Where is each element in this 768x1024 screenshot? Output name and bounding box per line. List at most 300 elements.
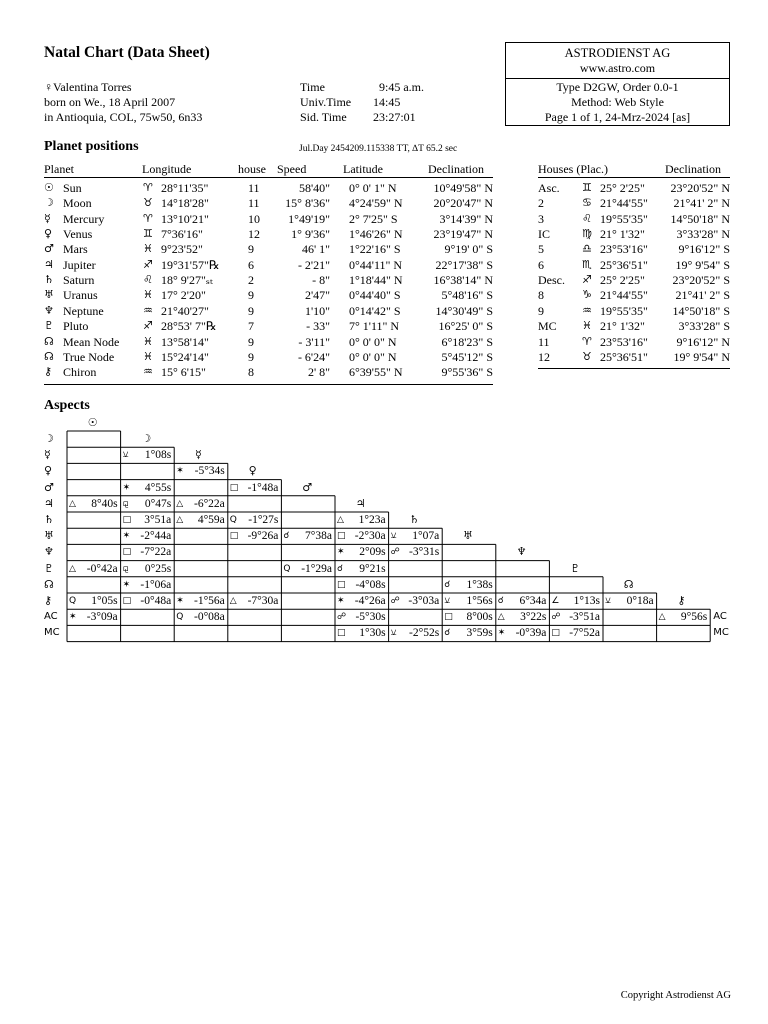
aspect-orb: -2°44a [140,530,172,543]
aspect-symbol-icon: ✶ [122,482,131,493]
planet-declination: 3°14'39" N [439,211,493,226]
sign-icon: ♌ [143,273,153,287]
aspect-orb: -0°48a [140,595,172,607]
aspect-symbol-icon: ☌ [444,628,451,639]
planet-speed: 46' 1" [301,242,330,257]
planet-longitude: 15°24'14" [161,349,209,364]
aspect-orb: -7°22a [140,546,172,559]
planet-house: 8 [248,365,254,380]
aspect-orb: -1°29a [301,562,332,575]
chart-method: Method: Web Style [571,95,664,109]
planet-latitude: 0° 0' 0" N [349,334,397,349]
house-declination: 19° 9'54" N [673,349,730,364]
planet-longitude: 28°53' 7"℞ [161,319,217,334]
house-position: 19°55'35" [600,303,648,318]
planet-latitude: 6°39'55" N [349,365,403,380]
univ-time-value: 14:45 [373,95,401,109]
house-position: 21°44'55" [600,196,648,211]
aspect-orb: 1°56s [466,595,493,607]
aspect-col-label: ♇ [570,561,581,575]
planet-icon: ☊ [44,334,54,348]
planet-icon: ♆ [44,303,54,317]
planet-house: 9 [248,288,254,303]
house-label: 9 [538,303,544,318]
aspect-orb: -5°30s [355,611,386,624]
house-label: 5 [538,242,544,257]
planet-longitude: 7°36'16" [161,227,203,242]
house-label: IC [538,227,550,242]
aspect-symbol-icon: ✶ [122,579,131,590]
col-header-planet: Planet [44,162,74,176]
planet-name: Jupiter [63,257,96,272]
aspect-symbol-icon: Q [283,563,291,574]
aspect-orb: 9°21s [359,562,386,575]
person-name: ♀Valentina Torres [44,80,132,94]
house-sign-icon: ♑ [582,288,592,302]
planet-declination: 5°48'16" S [441,288,493,303]
aspect-col-label: ♅ [463,529,473,543]
planet-icon: ♅ [44,288,54,302]
aspect-symbol-icon: ⚺ [605,596,611,606]
planet-house: 9 [248,334,254,349]
aspect-symbol-icon: ☌ [283,531,290,542]
sign-icon: ♒ [143,303,153,317]
house-sign-icon: ♓ [582,319,592,333]
house-position: 21° 1'32" [600,319,645,334]
aspect-orb: -1°27s [248,514,279,526]
aspect-orb: -3°09a [86,611,118,624]
house-position: 25° 2'25" [600,273,645,288]
aspect-symbol-icon: □ [337,628,346,639]
planet-name: Uranus [63,288,98,303]
planet-declination: 5°45'12" S [441,349,493,364]
aspect-orb: -0°42a [86,562,118,575]
planet-icon: ☿ [44,211,51,225]
aspects-title: Aspects [44,398,90,413]
aspect-symbol-icon: ✶ [497,628,506,639]
planet-declination: 16°25' 0" S [438,319,493,334]
sign-icon: ♊ [143,227,153,241]
sid-time-label: Sid. Time [300,110,347,124]
aspect-symbol-icon: □ [337,579,346,590]
house-sign-icon: ♏ [582,257,592,271]
aspect-orb: 0°25s [144,562,172,575]
planet-declination: 23°19'47" N [433,227,493,242]
aspect-symbol-icon: ⚺ [444,596,451,606]
aspect-right-label: AC [713,611,727,623]
aspect-orb: -3°51a [569,611,600,624]
house-position: 23°53'16" [600,242,648,257]
aspect-orb: 7°38a [305,530,332,543]
planet-latitude: 1°46'26" N [349,227,403,242]
planet-house: 11 [248,181,260,195]
julian-day: Jul.Day 2454209.115338 TT, ∆T 65.2 sec [299,144,458,154]
house-sign-icon: ♊ [582,181,592,194]
planet-latitude: 0° 0' 0" N [349,349,397,364]
aspect-symbol-icon: △ [229,596,237,606]
page-title: Natal Chart (Data Sheet) [44,44,210,61]
aspect-orb: 6°34a [519,595,547,607]
sign-icon: ♈ [143,211,153,225]
planet-icon: ☉ [44,181,54,194]
aspect-orb: 1°13s [573,595,600,607]
aspect-symbol-icon: □ [229,482,239,493]
planet-speed: 1° 9'36" [291,227,330,242]
aspect-symbol-icon: ☌ [444,579,451,590]
aspect-col-label: ♂ [302,480,313,494]
aspect-symbol-icon: ⚺ [122,450,129,461]
sign-icon: ♓ [143,334,153,348]
planet-speed: - 33" [306,319,330,334]
aspect-col-label: ☉ [87,415,98,429]
planet-house: 2 [248,273,254,288]
aspect-symbol-icon: △ [69,498,76,509]
house-sign-icon: ♋ [582,196,592,210]
planet-speed: - 8" [312,273,330,288]
col-header-house: house [238,162,266,176]
aspect-row-label: ♂ [44,480,54,494]
house-label: 6 [538,257,544,272]
house-sign-icon: ♍ [582,227,592,241]
aspect-orb: 1°38s [466,578,493,591]
house-declination: 9°16'12" N [676,334,730,349]
aspect-orb: 4°59a [197,514,225,526]
aspect-orb: 4°55s [144,481,172,494]
planet-icon: ♃ [44,257,54,271]
house-position: 25°36'51" [600,257,648,272]
planet-house: 6 [248,257,254,272]
planet-speed: 1'10" [304,303,330,318]
aspect-orb: -4°26a [354,595,386,607]
planet-longitude: 18° 9'27"ₛₜ [161,273,213,288]
aspect-symbol-icon: ✶ [176,596,184,606]
planet-longitude: 13°10'21" [161,211,209,226]
page-info: Page 1 of 1, 24-Mrz-2024 [as] [544,110,691,124]
aspect-symbol-icon: △ [337,515,344,525]
aspect-orb: -7°30a [247,595,279,607]
planet-house: 10 [248,211,260,226]
planet-latitude: 1°18'44" N [349,273,403,288]
aspect-symbol-icon: ✶ [337,596,345,606]
aspect-symbol-icon: ⚺ [390,628,397,639]
aspect-row-label: ☊ [44,577,54,591]
aspect-symbol-icon: ⚺ [390,531,397,542]
planet-icon: ♇ [44,319,54,333]
planet-icon: ♂ [44,242,54,256]
house-declination: 21°41' 2" S [675,288,730,303]
aspect-orb: -7°52a [569,627,600,640]
aspect-orb: 3°59s [466,627,493,640]
planet-name: Moon [63,196,92,211]
aspect-orb: 8°40s [91,497,118,510]
aspect-orb: -6°22a [193,497,225,510]
aspect-orb: -5°34s [194,465,225,478]
planet-latitude: 0°44'11" N [349,257,403,272]
planet-longitude: 9°23'52" [161,242,203,257]
house-declination: 23°20'52" N [670,181,730,195]
aspect-col-label: ♄ [409,513,420,526]
house-declination: 19° 9'54" S [675,257,730,272]
planet-name: Chiron [63,365,97,380]
planet-speed: 2' 8" [307,365,330,380]
house-label: MC [538,319,557,334]
house-label: Desc. [538,273,565,288]
sign-icon: ♒ [143,365,153,379]
planet-icon: ♀ [44,227,53,241]
aspect-orb: 1°30s [359,627,386,640]
aspect-symbol-icon: ☌ [497,596,504,606]
aspect-orb: -1°48a [247,481,279,494]
aspect-symbol-icon: ☍ [390,596,400,606]
aspect-row-label: ♆ [44,545,54,559]
house-label: 12 [538,349,550,364]
aspect-orb: -0°39a [515,627,547,640]
planet-latitude: 0° 0' 1" N [349,181,397,195]
time-label: Time [300,80,325,94]
aspect-orb: 8°00s [466,611,493,624]
house-declination: 14°50'18" N [670,211,730,226]
planet-latitude: 4°24'59" N [349,196,403,211]
planet-declination: 22°17'38" S [435,257,493,272]
house-label: 8 [538,288,544,303]
aspect-symbol-icon: □ [122,547,132,558]
house-sign-icon: ♒ [582,303,592,317]
planet-positions-title: Planet positions [44,139,139,154]
col-header-latitude: Latitude [343,162,383,176]
aspect-orb: -2°52s [409,627,440,640]
planet-longitude: 17° 2'20" [161,288,206,303]
aspect-symbol-icon: □ [444,612,453,623]
planet-name: Mars [63,242,88,257]
aspect-symbol-icon: ⚼ [122,498,129,509]
col-header-speed: Speed [277,162,307,176]
planet-declination: 9°19' 0" S [444,242,493,257]
aspect-orb: 1°23a [358,514,386,526]
house-declination: 23°20'52" S [672,273,730,288]
planet-declination: 10°49'58" N [433,181,493,195]
planet-icon: ☽ [44,196,54,210]
aspect-symbol-icon: △ [658,612,666,623]
copyright: Copyright Astrodienst AG [620,990,731,1001]
aspect-symbol-icon: △ [69,563,76,574]
aspect-row-label: ♃ [44,496,54,510]
planet-longitude: 13°58'14" [161,334,209,349]
aspect-orb: 9°56s [680,611,708,624]
aspect-row-label: ♀ [44,464,53,478]
aspect-symbol-icon: △ [176,498,184,509]
house-position: 23°53'16" [600,334,648,349]
planet-speed: - 3'11" [298,334,330,349]
company-name: ASTRODIENST AG [564,46,671,60]
planet-speed: 15° 8'36" [285,196,330,211]
sid-time-value: 23:27:01 [373,110,416,124]
house-declination: 3°33'28" N [676,227,730,242]
planet-latitude: 0°44'40" S [349,288,401,303]
aspect-symbol-icon: ∠ [551,596,560,606]
aspect-symbol-icon: ✶ [337,547,345,558]
house-position: 25°36'51" [600,349,648,364]
aspect-orb: 0°18a [626,595,654,607]
house-label: 11 [538,334,550,349]
planet-longitude: 15° 6'15" [161,365,206,380]
time-value: 9:45 a.m. [379,80,424,94]
aspect-row-label: ☿ [44,448,51,462]
aspect-symbol-icon: △ [176,515,184,525]
aspect-orb: -9°26a [247,530,279,543]
sign-icon: ♐ [143,257,153,271]
planet-house: 12 [248,227,260,242]
house-label: 2 [538,196,544,211]
planet-name: True Node [63,349,115,364]
aspect-orb: -2°30a [354,530,386,543]
planet-name: Mercury [63,211,105,226]
aspect-orb: 2°09s [359,546,386,559]
house-position: 21° 1'32" [600,227,645,242]
company-url[interactable]: www.astro.com [579,61,656,75]
planet-name: Pluto [63,319,89,334]
house-label: Asc. [538,181,560,195]
planet-icon: ♄ [44,273,54,287]
aspect-symbol-icon: ☌ [337,563,344,574]
birth-place: in Antioquia, COL, 75w50, 6n33 [44,110,203,124]
col-header-house-declination: Declination [665,162,721,176]
planet-declination: 9°55'36" S [441,365,493,380]
planet-name: Saturn [63,273,95,288]
planet-house: 11 [248,196,260,211]
aspect-symbol-icon: △ [497,612,505,623]
sign-icon: ♐ [143,319,153,333]
aspect-row-label: ♅ [44,529,54,543]
aspect-symbol-icon: □ [337,531,346,542]
planet-house: 9 [248,303,254,318]
aspect-row-label: ♄ [44,513,54,526]
planet-speed: 1°49'19" [288,211,330,226]
aspect-right-label: MC [713,627,729,639]
sign-icon: ♓ [143,242,153,256]
house-sign-icon: ♈ [582,334,592,348]
planet-latitude: 1°22'16" S [349,242,401,257]
planet-latitude: 2° 7'25" S [349,211,398,226]
aspect-symbol-icon: ⚼ [122,563,129,574]
house-sign-icon: ♎ [582,242,592,256]
aspect-symbol-icon: ✶ [176,466,184,477]
aspect-row-label: MC [44,627,60,639]
aspect-orb: -3°03a [408,595,440,607]
aspect-col-label: ♃ [355,496,366,510]
planet-declination: 14°30'49" S [435,303,493,318]
planet-name: Venus [63,227,93,242]
birth-date: born on We., 18 April 2007 [44,95,176,109]
house-sign-icon: ♉ [582,349,592,363]
planet-speed: 2'47" [304,288,330,303]
house-declination: 21°41' 2" N [673,196,730,211]
aspect-symbol-icon: Q [69,596,77,606]
aspect-orb: -3°31s [409,546,440,559]
aspect-orb: 0°47s [144,497,172,510]
aspect-orb: 3°51a [144,514,172,526]
aspect-symbol-icon: ☍ [551,612,561,623]
aspect-orb: -0°08a [193,611,225,624]
planet-speed: - 2'21" [297,257,330,272]
aspect-col-label: ♆ [516,545,527,559]
aspect-orb: -1°06a [140,578,172,591]
aspect-col-label: ☽ [141,432,152,445]
house-sign-icon: ♐ [582,273,592,287]
aspect-row-label: AC [44,611,58,623]
planet-icon: ☊ [44,349,54,363]
sign-icon: ♉ [143,196,153,210]
aspect-orb: 1°05s [91,595,118,607]
aspect-symbol-icon: □ [229,531,239,542]
house-position: 19°55'35" [600,211,648,226]
house-position: 21°44'55" [600,288,648,303]
planet-speed: - 6'24" [297,349,330,364]
house-declination: 14°50'18" S [672,303,730,318]
aspect-orb: 1°07a [412,530,440,543]
col-header-longitude: Longitude [142,162,192,176]
aspect-symbol-icon: □ [122,515,132,525]
aspect-symbol-icon: Q [229,515,237,525]
planet-house: 9 [248,349,254,364]
house-position: 25° 2'25" [600,181,645,195]
univ-time-label: Univ.Time [300,95,352,109]
aspect-col-label: ☿ [195,448,202,462]
planet-name: Sun [63,181,82,195]
aspect-symbol-icon: □ [122,596,132,606]
aspect-symbol-icon: □ [551,628,560,639]
planet-declination: 20°20'47" N [433,196,493,211]
sign-icon: ♈ [143,181,153,194]
aspect-orb: 1°08s [144,449,172,462]
house-label: 3 [538,211,544,226]
aspect-symbol-icon: ✶ [122,531,131,542]
house-sign-icon: ♌ [582,211,592,225]
sign-icon: ♓ [143,349,153,363]
planet-longitude: 19°31'57"℞ [161,257,220,272]
aspect-symbol-icon: ✶ [69,612,77,623]
house-declination: 3°33'28" S [678,319,730,334]
planet-house: 7 [248,319,254,334]
chart-type: Type D2GW, Order 0.0-1 [556,80,679,94]
aspect-symbol-icon: Q [176,612,184,623]
planet-declination: 16°38'14" N [433,273,493,288]
aspect-symbol-icon: ☍ [390,547,400,558]
planet-name: Mean Node [63,334,120,349]
aspect-col-label: ♀ [248,464,257,478]
planet-longitude: 28°11'35" [161,181,209,195]
planet-longitude: 14°18'28" [161,196,209,211]
aspect-row-label: ♇ [44,561,54,575]
sign-icon: ♓ [143,288,153,302]
col-header-declination: Declination [428,162,484,176]
aspect-orb: 3°22s [520,611,547,624]
aspect-symbol-icon: ☍ [337,612,347,623]
planet-longitude: 21°40'27" [161,303,209,318]
col-header-houses: Houses (Plac.) [538,162,608,176]
aspect-row-label: ☽ [44,432,54,445]
planet-icon: ⚷ [44,365,53,379]
planet-latitude: 7° 1'11" N [349,319,400,334]
house-declination: 9°16'12" S [678,242,730,257]
aspect-orb: -1°56a [193,595,225,607]
planet-declination: 6°18'23" S [441,334,493,349]
aspect-col-label: ☊ [623,577,634,591]
planet-latitude: 0°14'42" S [349,303,401,318]
aspect-row-label: ⚷ [44,594,53,607]
aspect-orb: -4°08s [355,578,386,591]
planet-speed: 58'40" [298,181,330,195]
planet-house: 9 [248,242,254,257]
